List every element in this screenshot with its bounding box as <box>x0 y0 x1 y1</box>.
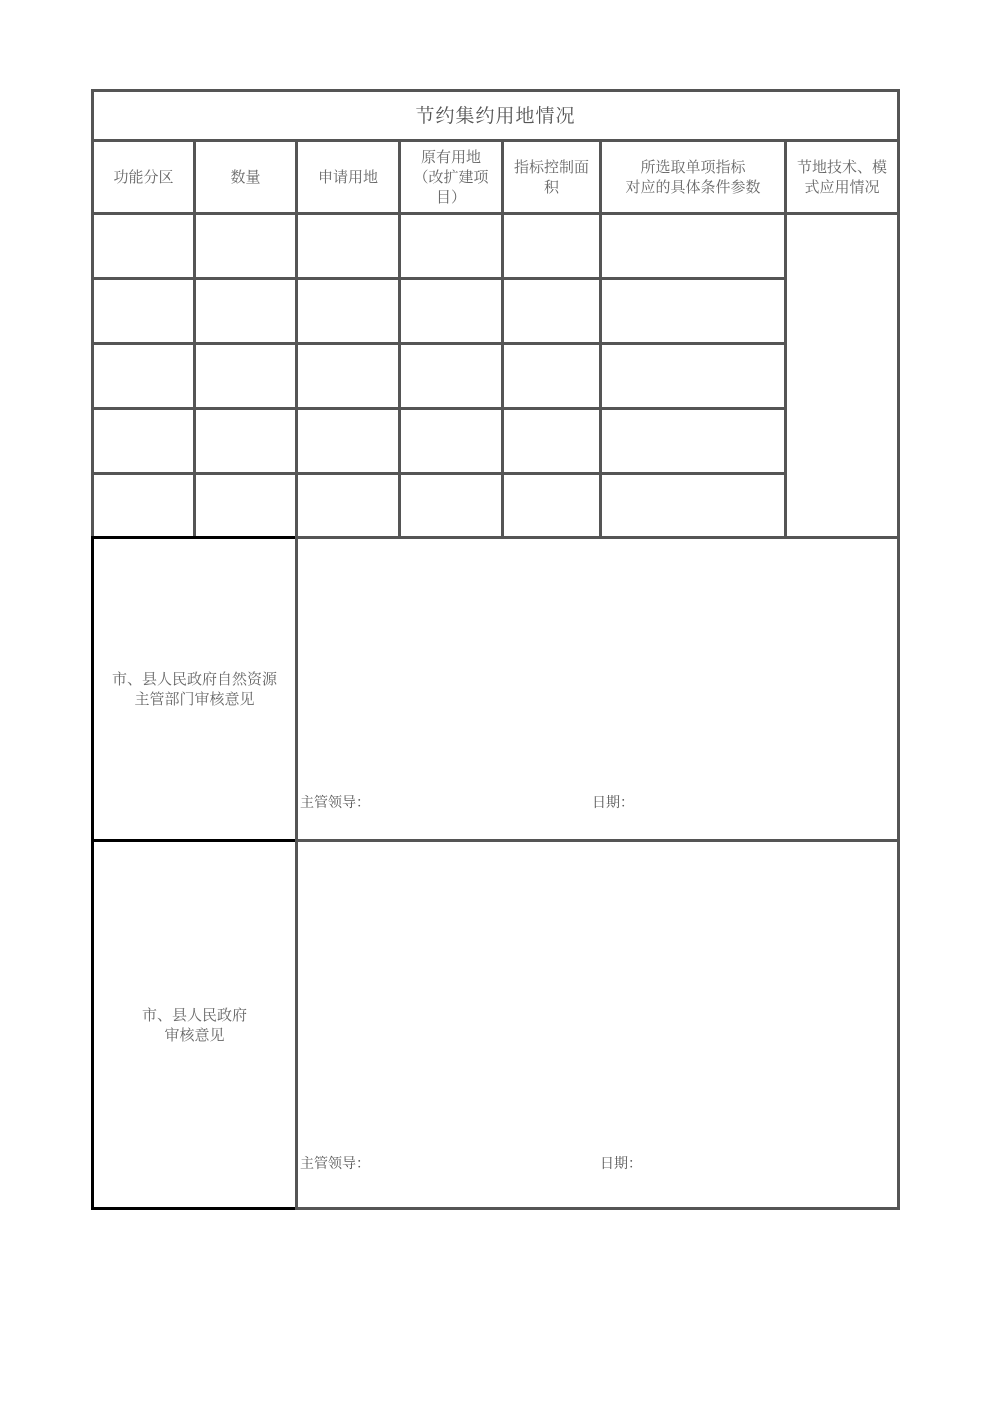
table-cell[interactable] <box>295 277 401 345</box>
date-label: 日期： <box>600 1156 642 1172</box>
date-label: 日期： <box>592 795 634 811</box>
review-label-government: 市、县人民政府 审核意见 <box>91 839 298 1210</box>
table-cell[interactable] <box>193 472 298 539</box>
land-saving-tech-cell[interactable] <box>784 212 900 539</box>
table-cell[interactable] <box>193 212 298 280</box>
header-condition-params: 所选取单项指标 对应的具体条件参数 <box>599 139 787 215</box>
header-land-saving-tech: 节地技术、模 式应用情况 <box>784 139 900 215</box>
table-cell[interactable] <box>91 407 196 475</box>
header-original-land: 原有用地 （改扩建项 目） <box>398 139 504 215</box>
table-cell[interactable] <box>295 342 401 410</box>
review-label-natural-resources: 市、县人民政府自然资源 主管部门审核意见 <box>91 536 298 842</box>
table-cell[interactable] <box>599 277 787 345</box>
header-quantity: 数量 <box>193 139 298 215</box>
table-title: 节约集约用地情况 <box>91 89 900 142</box>
table-cell[interactable] <box>398 212 504 280</box>
header-functional-zone: 功能分区 <box>91 139 196 215</box>
table-cell[interactable] <box>193 407 298 475</box>
table-cell[interactable] <box>599 212 787 280</box>
table-cell[interactable] <box>398 407 504 475</box>
table-cell[interactable] <box>398 342 504 410</box>
table-cell[interactable] <box>501 472 602 539</box>
table-cell[interactable] <box>91 277 196 345</box>
table-cell[interactable] <box>501 407 602 475</box>
table-cell[interactable] <box>193 277 298 345</box>
table-cell[interactable] <box>295 212 401 280</box>
header-indicator-area: 指标控制面 积 <box>501 139 602 215</box>
table-cell[interactable] <box>501 277 602 345</box>
table-cell[interactable] <box>501 212 602 280</box>
table-cell[interactable] <box>91 342 196 410</box>
table-cell[interactable] <box>398 472 504 539</box>
header-applied-land: 申请用地 <box>295 139 401 215</box>
table-cell[interactable] <box>599 407 787 475</box>
table-cell[interactable] <box>295 472 401 539</box>
table-cell[interactable] <box>295 407 401 475</box>
table-cell[interactable] <box>599 472 787 539</box>
table-cell[interactable] <box>193 342 298 410</box>
leader-label: 主管领导： <box>300 1156 370 1172</box>
leader-label: 主管领导： <box>300 795 370 811</box>
table-cell[interactable] <box>501 342 602 410</box>
table-cell[interactable] <box>91 472 196 539</box>
table-cell[interactable] <box>91 212 196 280</box>
review-opinion-government[interactable] <box>295 839 900 1210</box>
table-cell[interactable] <box>398 277 504 345</box>
table-cell[interactable] <box>599 342 787 410</box>
